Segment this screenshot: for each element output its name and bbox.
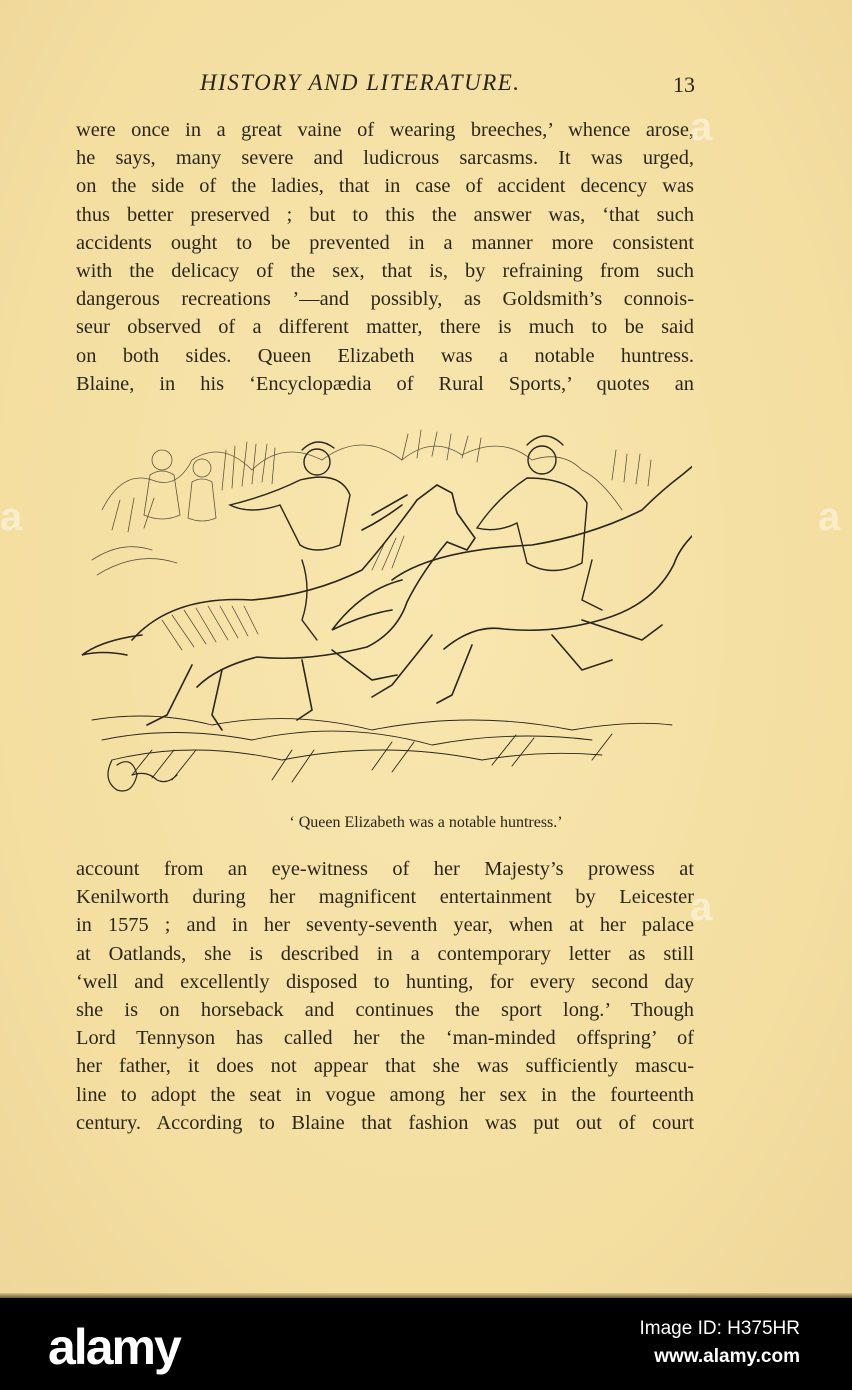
- right-rider: [477, 436, 602, 610]
- text-line: line to adopt the seat in vogue among her sex in the fourteenth: [76, 1083, 694, 1106]
- left-rider: [230, 442, 350, 640]
- background-crowd: [92, 430, 651, 575]
- text-line: in 1575 ; and in her seventy-seventh year, when at her palace: [76, 914, 694, 937]
- text-line: at Oatlands, she is described in a contemporary letter as still: [76, 942, 694, 965]
- page-number: 13: [673, 72, 695, 97]
- text-line: century. According to Blaine that fashion was put out of court: [76, 1111, 694, 1134]
- text-line: with the delicacy of the sex, that is, by refraining from such: [76, 259, 694, 282]
- text-line: on both sides. Queen Elizabeth was a notable huntress.: [76, 344, 694, 367]
- running-head: [0, 70, 852, 100]
- alamy-logo: alamy: [48, 1319, 180, 1375]
- site-url-label: www.alamy.com: [654, 1346, 800, 1367]
- right-horse: [332, 465, 692, 703]
- text-line: on the side of the ladies, that in case of accident decency was: [76, 175, 694, 198]
- text-line: were once in a great vaine of wearing breeches,’ whence arose,: [76, 119, 694, 141]
- text-line: thus better preserved ; but to this the answer was, ‘that such: [76, 203, 694, 226]
- ground-grass: [92, 716, 672, 782]
- artist-monogram: [108, 760, 177, 791]
- running-head-title: HISTORY AND LITERATURE.: [200, 70, 521, 95]
- watermark-mark: a: [0, 495, 22, 539]
- text-line: Kenilworth during her magnificent entertainment by Leicester: [76, 886, 694, 909]
- watermark-mark: a: [818, 495, 840, 539]
- watermark-mark: a: [690, 105, 712, 149]
- text-line: she is on horseback and continues the sport long.’ Though: [76, 998, 694, 1021]
- illustration-caption: ‘ Queen Elizabeth was a notable huntress.’: [289, 814, 563, 831]
- text-line: seur observed of a different matter, there is much to be said: [76, 316, 694, 339]
- image-id-label: Image ID: H375HR: [639, 1318, 800, 1339]
- text-line: he says, many severe and ludicrous sarcasms. It was urged,: [76, 147, 694, 170]
- text-line: dangerous recreations ’—and possibly, as Goldsmith’s connois-: [76, 288, 694, 311]
- body-text-before-illustration: [76, 116, 694, 398]
- text-line: accidents ought to be prevented in a manner more consistent: [76, 231, 694, 254]
- text-line: Lord Tennyson has called her the ‘man-minded offspring’ of: [76, 1027, 694, 1050]
- left-horse: [82, 485, 475, 730]
- text-line: account from an eye-witness of her Majesty’s prowess at: [76, 858, 694, 880]
- engraving-illustration: [72, 420, 692, 810]
- body-text-after-illustration: [76, 855, 694, 1137]
- watermark-mark: a: [690, 885, 712, 929]
- text-line: ‘well and excellently disposed to hunting, for every second day: [76, 970, 694, 993]
- text-line: Blaine, in his ‘Encyclopædia of Rural Sports,’ quotes an: [76, 372, 694, 395]
- text-line: her father, it does not appear that she was sufficiently mascu-: [76, 1055, 694, 1078]
